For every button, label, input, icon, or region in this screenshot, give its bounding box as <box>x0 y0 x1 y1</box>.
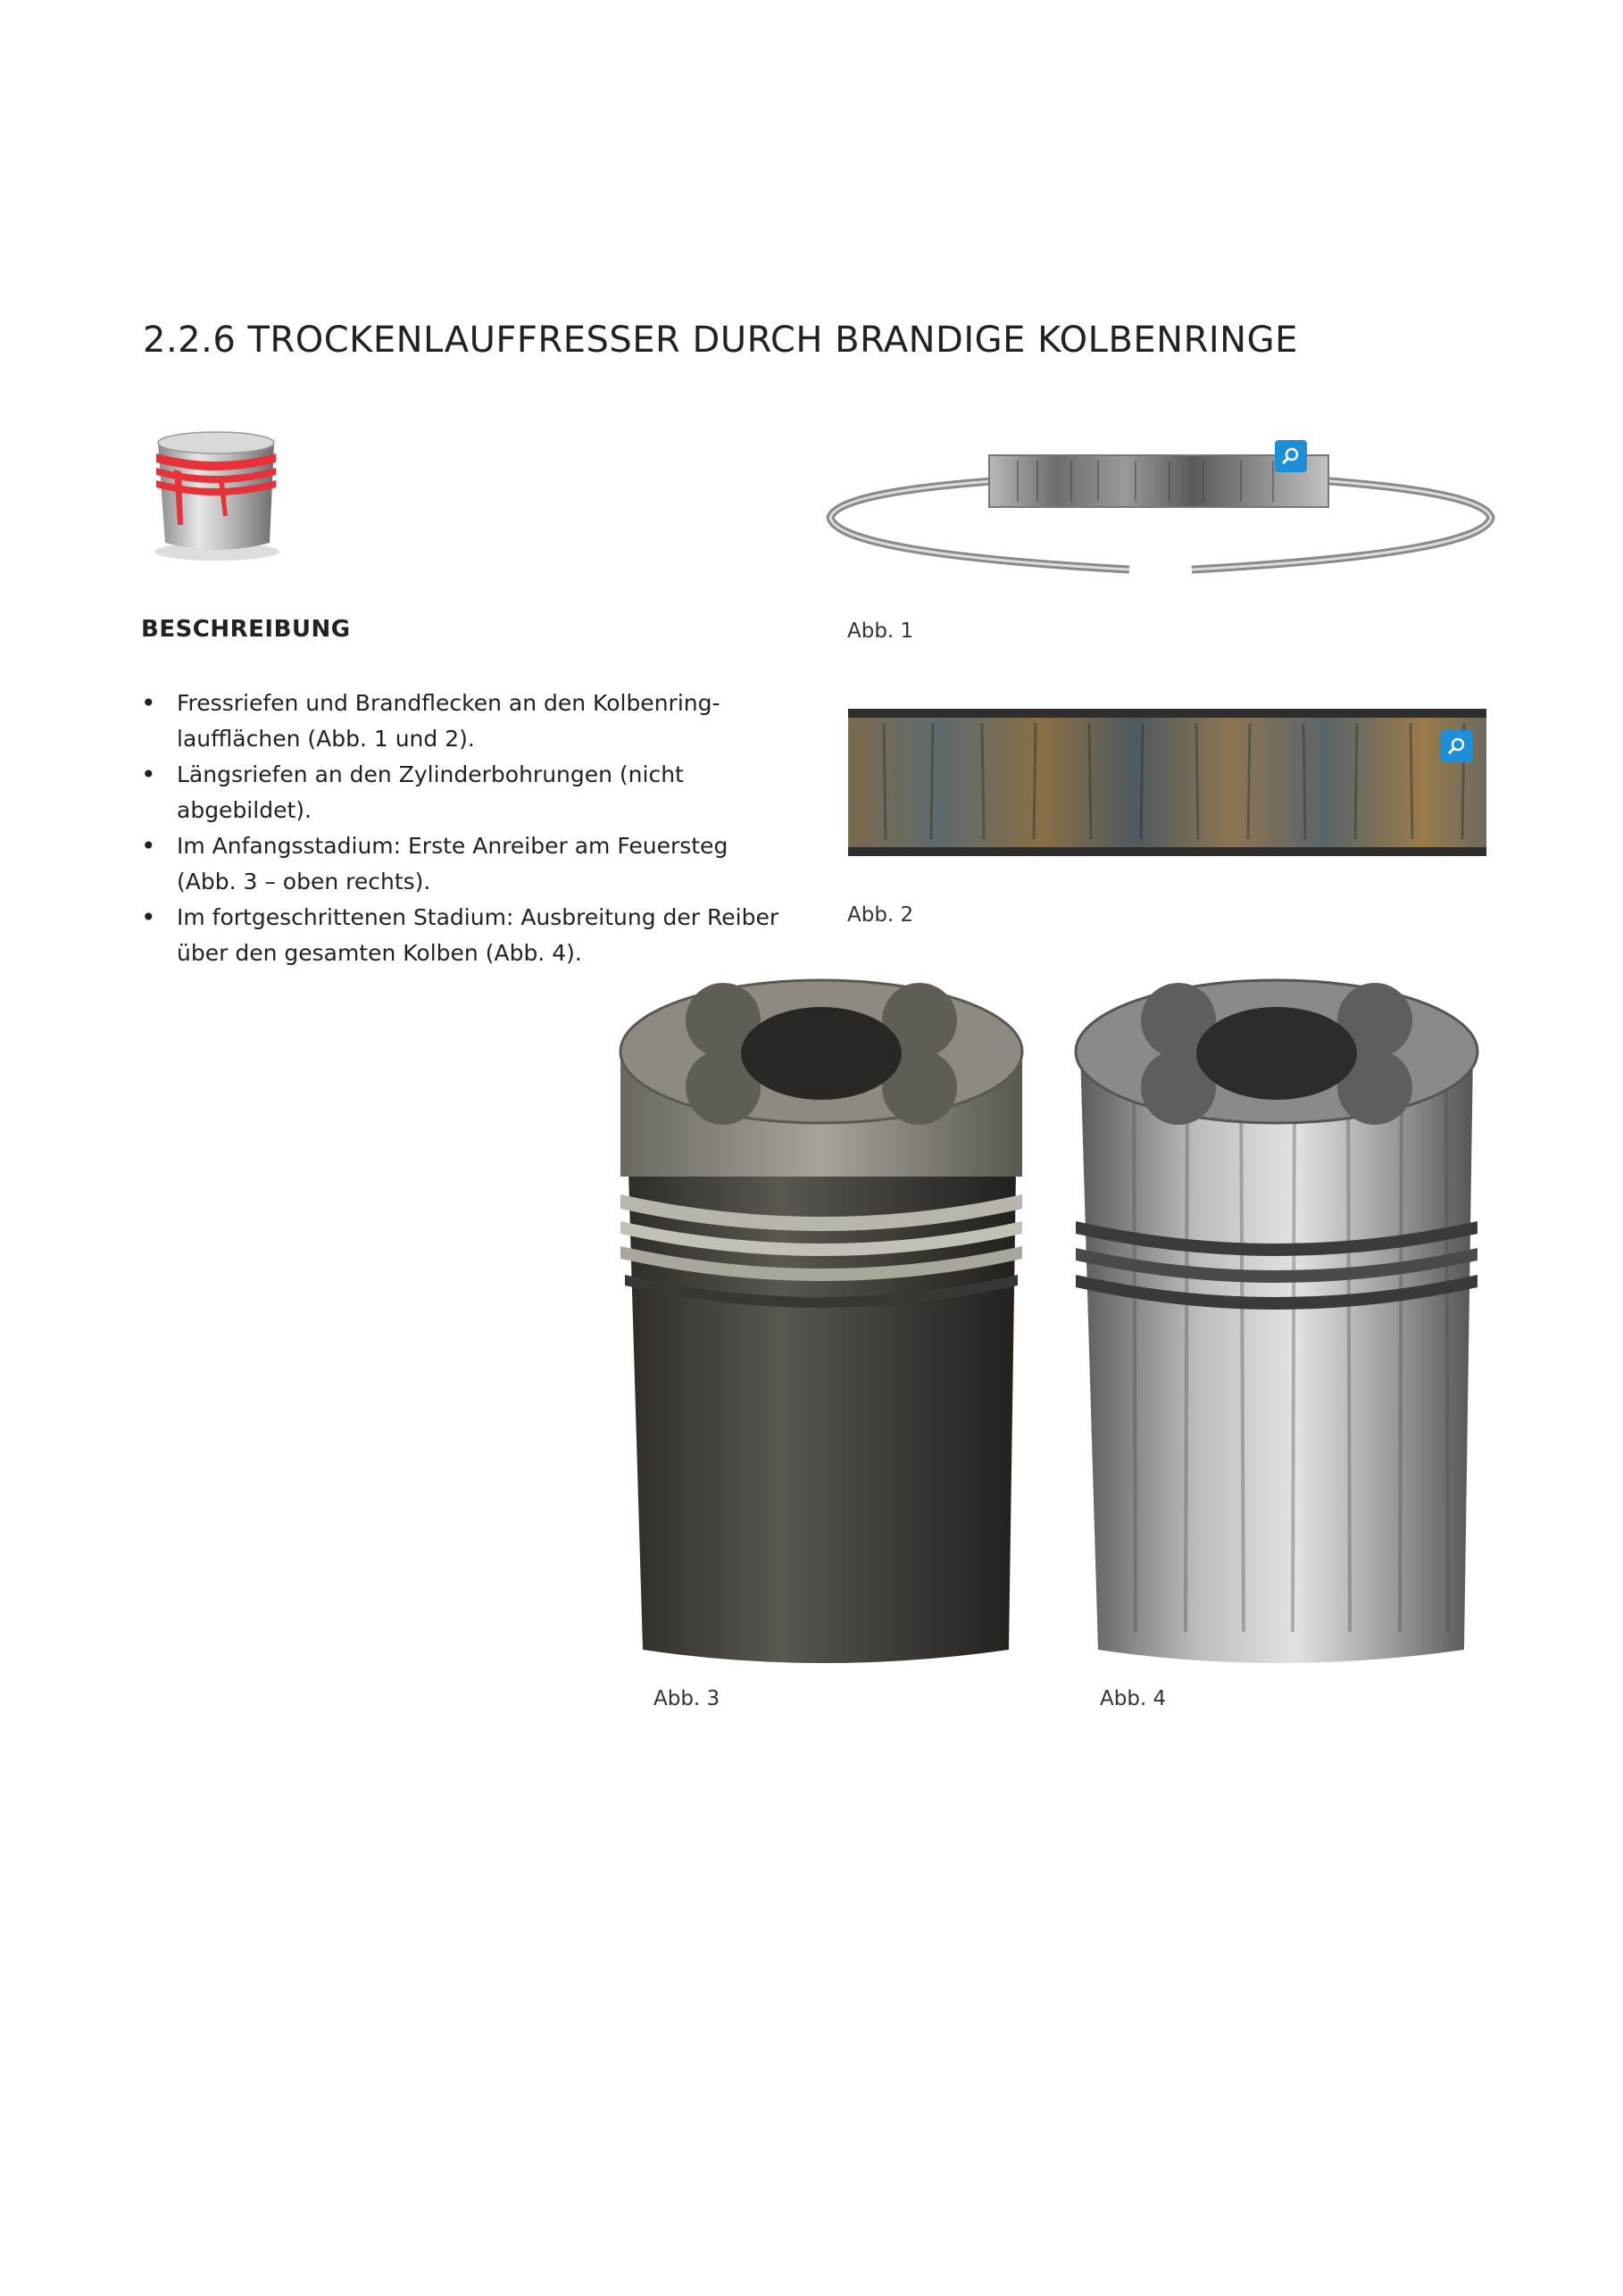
figure-2-ring-surface-image <box>848 705 1486 861</box>
description-list <box>141 686 784 971</box>
magnifier-icon <box>1446 736 1468 757</box>
figure-caption: Abb. 2 <box>847 903 914 927</box>
figure-caption: Abb. 1 <box>847 620 914 643</box>
page-title: 2.2.6 TROCKENLAUFFRESSER DURCH BRANDIGE KOLBENRINGE <box>143 320 1298 361</box>
figure-3-4-pistons-image <box>437 953 1536 1703</box>
piston-icon <box>138 418 295 570</box>
list-item: • Im fortgeschrittenen Stadium: Ausbreitung der Reiber über den gesamten Kolben (Abb. 4). <box>141 900 784 971</box>
magnifier-icon <box>1280 445 1302 467</box>
list-item: • Fressriefen und Brandflecken an den Kolbenring-laufflächen (Abb. 1 und 2). <box>141 686 784 757</box>
figure-caption: Abb. 3 <box>653 1687 720 1710</box>
zoom-button[interactable] <box>1275 440 1307 472</box>
figure-caption: Abb. 4 <box>1100 1687 1167 1710</box>
list-item: • Längsriefen an den Zylinderbohrungen (nicht abgebildet). <box>141 757 784 828</box>
section-heading: BESCHREIBUNG <box>141 616 351 643</box>
zoom-button[interactable] <box>1441 730 1473 762</box>
piston-abb3 <box>620 980 1022 1663</box>
list-item: • Im Anfangsstadium: Erste Anreiber am Feuersteg (Abb. 3 – oben rechts). <box>141 828 784 900</box>
figure-1-ring-image <box>803 428 1518 607</box>
piston-abb4 <box>1076 980 1477 1663</box>
